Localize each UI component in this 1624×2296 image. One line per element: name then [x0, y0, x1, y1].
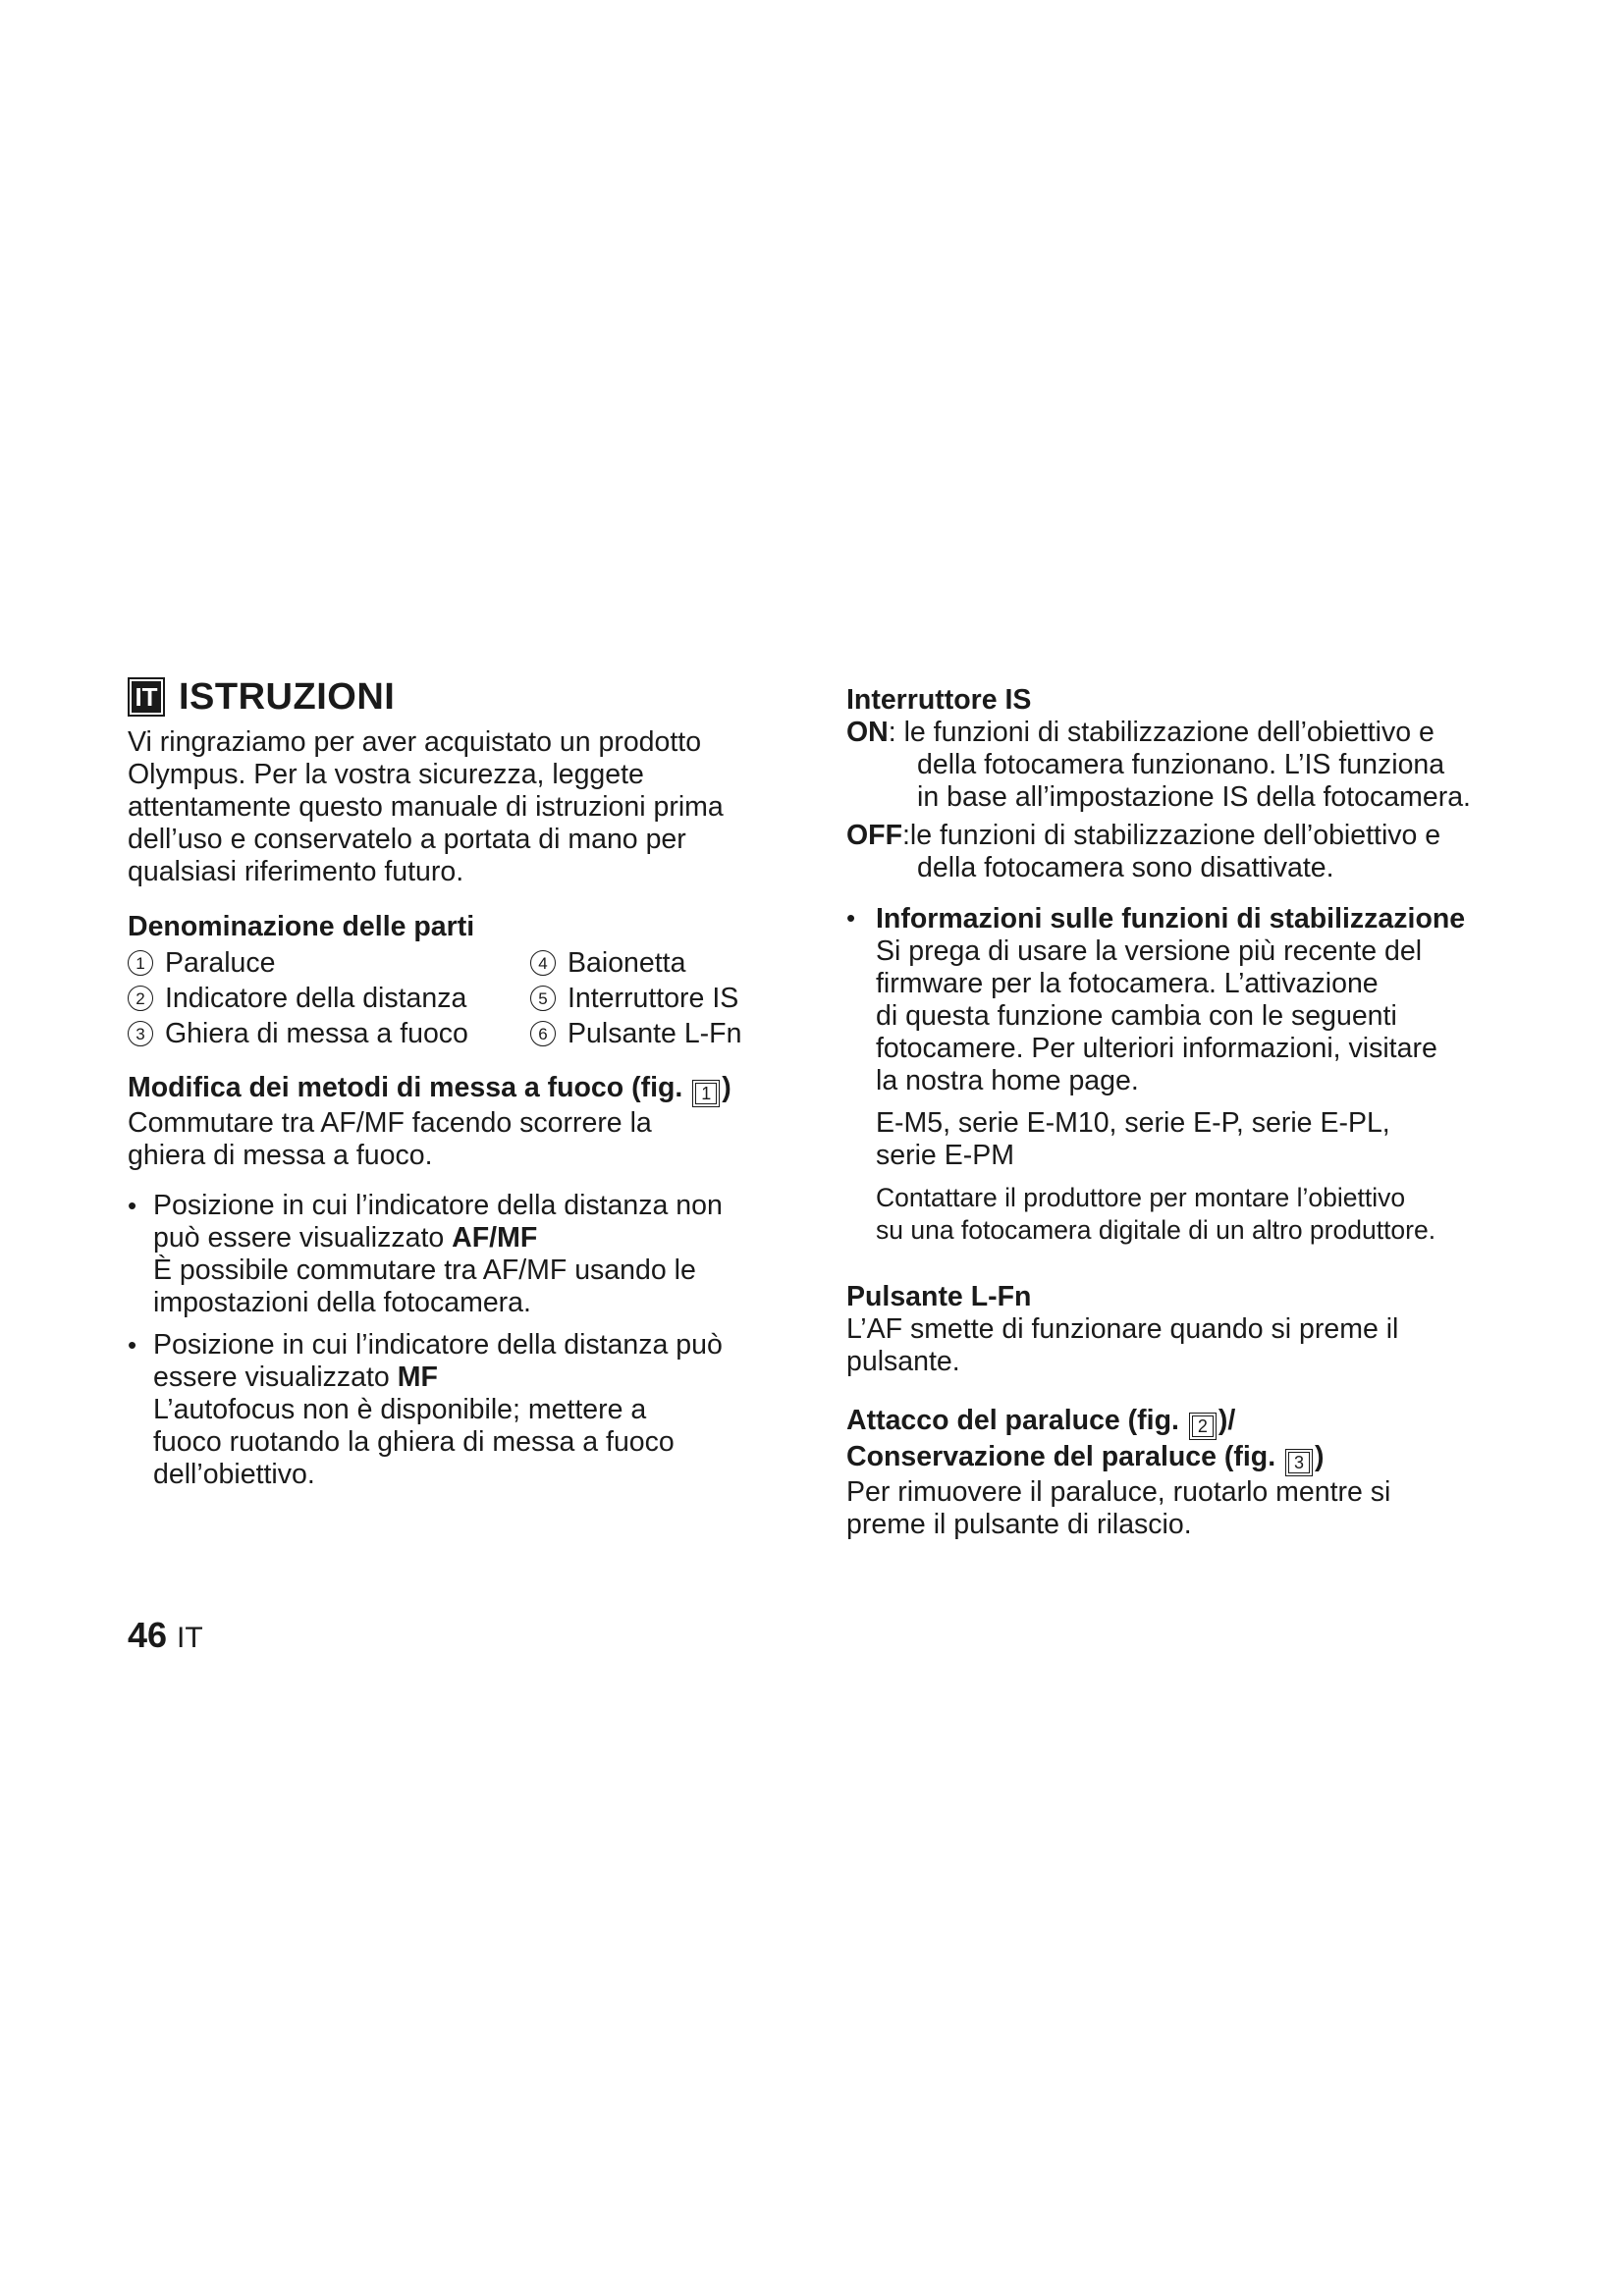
intro-line: Vi ringraziamo per aver acquistato un prodotto	[128, 726, 702, 758]
focus-heading-end: )	[722, 1072, 731, 1103]
is-off-row	[846, 820, 1524, 852]
bullet-body-line: fuoco ruotando la ghiera di messa a fuoco	[153, 1426, 675, 1458]
part-item	[530, 1016, 741, 1051]
section-title-row	[128, 671, 815, 722]
page-number-value: 46	[128, 1615, 168, 1655]
is-on-row	[846, 717, 1524, 749]
part-label: Baionetta	[568, 947, 686, 979]
bullet-line	[153, 1222, 815, 1255]
on-text: : le funzioni di stabilizzazione dell’obiettivo e	[888, 717, 1435, 748]
stabilization-info-heading: Informazioni sulle funzioni di stabilizzazione	[876, 903, 1466, 934]
page-title: ISTRUZIONI	[179, 675, 396, 718]
part-item	[530, 945, 685, 981]
bullet-bold-text: AF/MF	[452, 1222, 538, 1254]
info-line: serie E-PM	[876, 1140, 1014, 1171]
on-text-line: in base all’impostazione IS della fotocamera.	[917, 781, 1471, 813]
intro-line: dell’uso e conservatelo a portata di mano per	[128, 824, 686, 855]
figure-ref-icon: 3	[1285, 1449, 1313, 1476]
stabilization-info-bullet	[846, 902, 1524, 1247]
focus-heading-text: Modifica dei metodi di messa a fuoco (fig.	[128, 1072, 683, 1103]
figure-ref-icon: 1	[692, 1080, 720, 1107]
parts-row	[128, 945, 815, 981]
right-column	[846, 683, 1524, 1541]
bullet-text: essere visualizzato	[153, 1362, 398, 1393]
info-line: fotocamere. Per ulteriori informazioni, visitare	[876, 1033, 1437, 1064]
intro-line: qualsiasi riferimento futuro.	[128, 856, 464, 887]
lfn-body-line: L’AF smette di funzionare quando si preme il	[846, 1313, 1399, 1345]
left-column	[128, 671, 815, 1491]
part-item	[128, 981, 530, 1016]
circled-number-icon: 2	[128, 986, 153, 1011]
language-badge: IT	[128, 677, 165, 717]
intro-paragraph	[128, 726, 815, 888]
contact-note	[876, 1182, 1524, 1247]
part-label: Ghiera di messa a fuoco	[165, 1018, 468, 1049]
bullet-dot-icon: •	[128, 1191, 137, 1220]
info-line: firmware per la fotocamera. L’attivazione	[876, 968, 1379, 999]
focus-body-line: ghiera di messa a fuoco.	[128, 1140, 433, 1171]
part-item	[128, 1016, 530, 1051]
part-label: Indicatore della distanza	[165, 983, 467, 1014]
bullet-body-line: dell’obiettivo.	[153, 1459, 315, 1490]
on-key: ON	[846, 717, 889, 748]
info-line: su una fotocamera digitale di un altro produttore.	[876, 1215, 1436, 1245]
part-label: Interruttore IS	[568, 983, 739, 1014]
hood-heading	[846, 1440, 1524, 1476]
hood-heading	[846, 1404, 1524, 1440]
intro-line: attentamente questo manuale di istruzioni prima	[128, 791, 724, 823]
hood-heading-text: Attacco del paraluce (fig.	[846, 1405, 1179, 1436]
info-line: Si prega di usare la versione più recente del	[876, 935, 1423, 967]
part-label: Paraluce	[165, 947, 276, 979]
circled-number-icon: 4	[530, 950, 556, 976]
on-text-line: della fotocamera funzionano. L’IS funziona	[917, 749, 1445, 780]
bullet-line	[153, 1362, 815, 1394]
circled-number-icon: 6	[530, 1021, 556, 1046]
hood-heading-text: Conservazione del paraluce (fig.	[846, 1441, 1276, 1472]
is-switch-heading: Interruttore IS	[846, 684, 1032, 716]
focus-heading	[128, 1071, 815, 1107]
off-text-line: della fotocamera sono disattivate.	[917, 852, 1334, 883]
hood-heading-end: )/	[1218, 1405, 1236, 1436]
part-label: Pulsante L-Fn	[568, 1018, 742, 1049]
part-item	[530, 981, 738, 1016]
hood-section	[846, 1404, 1524, 1541]
off-text: :le funzioni di stabilizzazione dell’obiettivo e	[902, 820, 1441, 851]
circled-number-icon: 3	[128, 1021, 153, 1046]
bullet-body-line: impostazioni della fotocamera.	[153, 1287, 531, 1318]
lfn-section	[846, 1280, 1524, 1378]
info-line: Contattare il produttore per montare l’obiettivo	[876, 1183, 1406, 1212]
stabilization-info-body	[876, 935, 1524, 1247]
page-lang: IT	[177, 1622, 203, 1654]
focus-body-line: Commutare tra AF/MF facendo scorrere la	[128, 1107, 652, 1139]
bullet-text: può essere visualizzato	[153, 1222, 453, 1254]
lfn-heading: Pulsante L-Fn	[846, 1281, 1032, 1312]
focus-bullet	[128, 1329, 815, 1491]
parts-row	[128, 1016, 815, 1051]
page-number	[128, 1616, 203, 1658]
info-line: di questa funzione cambia con le seguenti	[876, 1000, 1397, 1032]
circled-number-icon: 5	[530, 986, 556, 1011]
hood-heading-end: )	[1315, 1441, 1325, 1472]
bullet-line: Posizione in cui l’indicatore della distanza può	[153, 1329, 723, 1361]
parts-row	[128, 981, 815, 1016]
bullet-body-line: L’autofocus non è disponibile; mettere a	[153, 1394, 647, 1425]
figure-ref-icon: 2	[1189, 1413, 1217, 1440]
circled-number-icon: 1	[128, 950, 153, 976]
part-item	[128, 945, 530, 981]
bullet-bold-text: MF	[397, 1362, 438, 1393]
bullet-line: Posizione in cui l’indicatore della distanza non	[153, 1190, 723, 1221]
camera-list	[876, 1107, 1524, 1172]
parts-list	[128, 945, 815, 1051]
intro-line: Olympus. Per la vostra sicurezza, leggete	[128, 759, 644, 790]
hood-body-line: preme il pulsante di rilascio.	[846, 1509, 1192, 1540]
bullet-dot-icon: •	[128, 1330, 137, 1360]
hood-body-line: Per rimuovere il paraluce, ruotarlo mentre si	[846, 1476, 1391, 1508]
bullet-body-line: È possibile commutare tra AF/MF usando le	[153, 1255, 696, 1286]
focus-bullet	[128, 1190, 815, 1319]
info-line: E-M5, serie E-M10, serie E-P, serie E-PL,	[876, 1107, 1390, 1139]
off-key: OFF	[846, 820, 902, 851]
parts-heading: Denominazione delle parti	[128, 911, 475, 942]
info-line: la nostra home page.	[876, 1065, 1139, 1096]
lfn-body-line: pulsante.	[846, 1346, 960, 1377]
bullet-dot-icon: •	[846, 903, 856, 933]
